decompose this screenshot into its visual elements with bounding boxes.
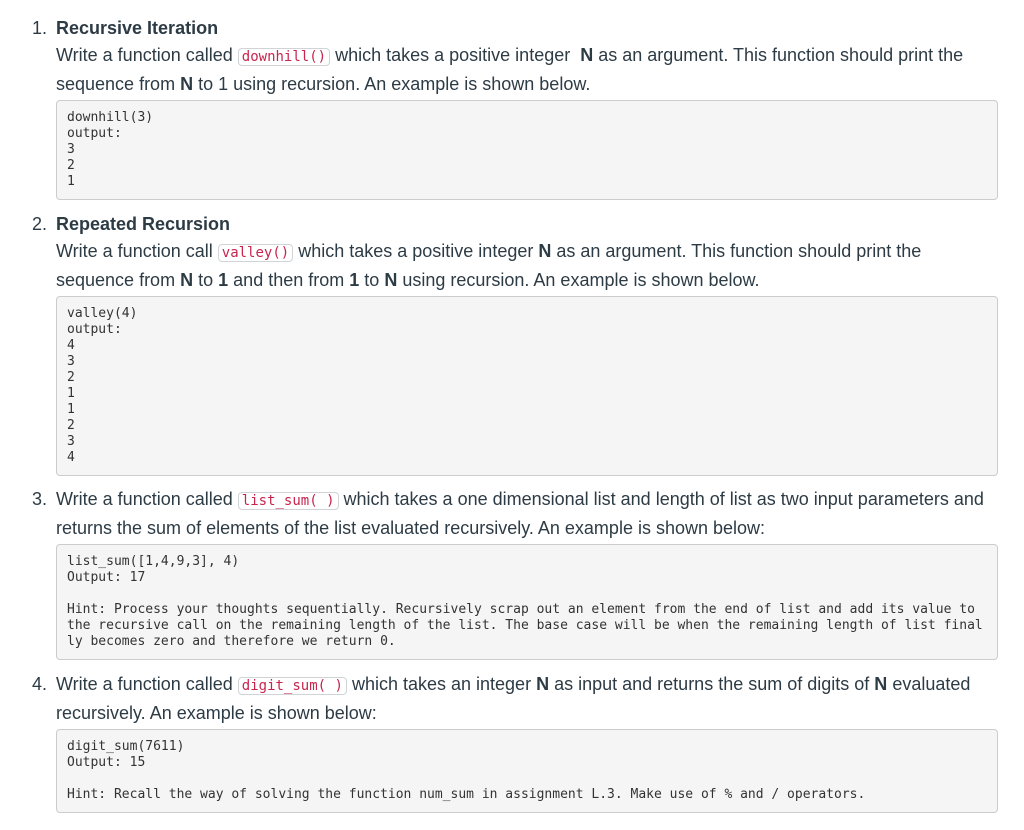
problem-title: Recursive Iteration [56, 18, 219, 38]
problem-description: Write a function called downhill() which takes a positive integer N as an argument. This function should print the sequence from N to 1 using recursion. An example is shown below. [56, 45, 964, 94]
function-name-code: list_sum( ) [238, 492, 339, 510]
example-code-block: list_sum([1,4,9,3], 4) Output: 17 Hint: Process your thoughts sequentially. Recursively scrap out an element from the end of list and add its value to the recursive call on the remaining length of the list. The base case will be when the remaining length of list finally becomes zero and therefore we return 0. [56, 544, 998, 660]
function-name-code: downhill() [238, 48, 330, 66]
problem-number: 1. [32, 18, 48, 38]
example-code-block: digit_sum(7611) Output: 15 Hint: Recall the way of solving the function num_sum in assignment L.3. Make use of % and / operators. [56, 729, 998, 813]
function-name-code: valley() [218, 244, 293, 262]
problem-body [56, 15, 998, 200]
problem-description: Write a function call valley() which takes a positive integer N as an argument. This function should print the sequence from N to 1 and then from 1 to N using recursion. An example is shown below. [56, 241, 922, 290]
problem-description: Write a function called list_sum( ) which takes a one dimensional list and length of list as two input parameters and returns the sum of elements of the list evaluated recursively. An example is shown below: [56, 489, 984, 538]
problem-body [56, 671, 998, 813]
problem-title: Repeated Recursion [56, 214, 231, 234]
problem-body [56, 211, 998, 476]
example-code-block: valley(4) output: 4 3 2 1 1 2 3 4 [56, 296, 998, 476]
problem-number: 4. [32, 674, 48, 694]
problem-body [56, 486, 998, 660]
function-name-code: digit_sum( ) [238, 677, 347, 695]
problem-number: 3. [32, 489, 48, 509]
problem-number: 2. [32, 214, 48, 234]
example-code-block: downhill(3) output: 3 2 1 [56, 100, 998, 200]
problem-description: Write a function called digit_sum( ) which takes an integer N as input and returns the sum of digits of N evaluated recursively. An example is shown below: [56, 674, 971, 723]
